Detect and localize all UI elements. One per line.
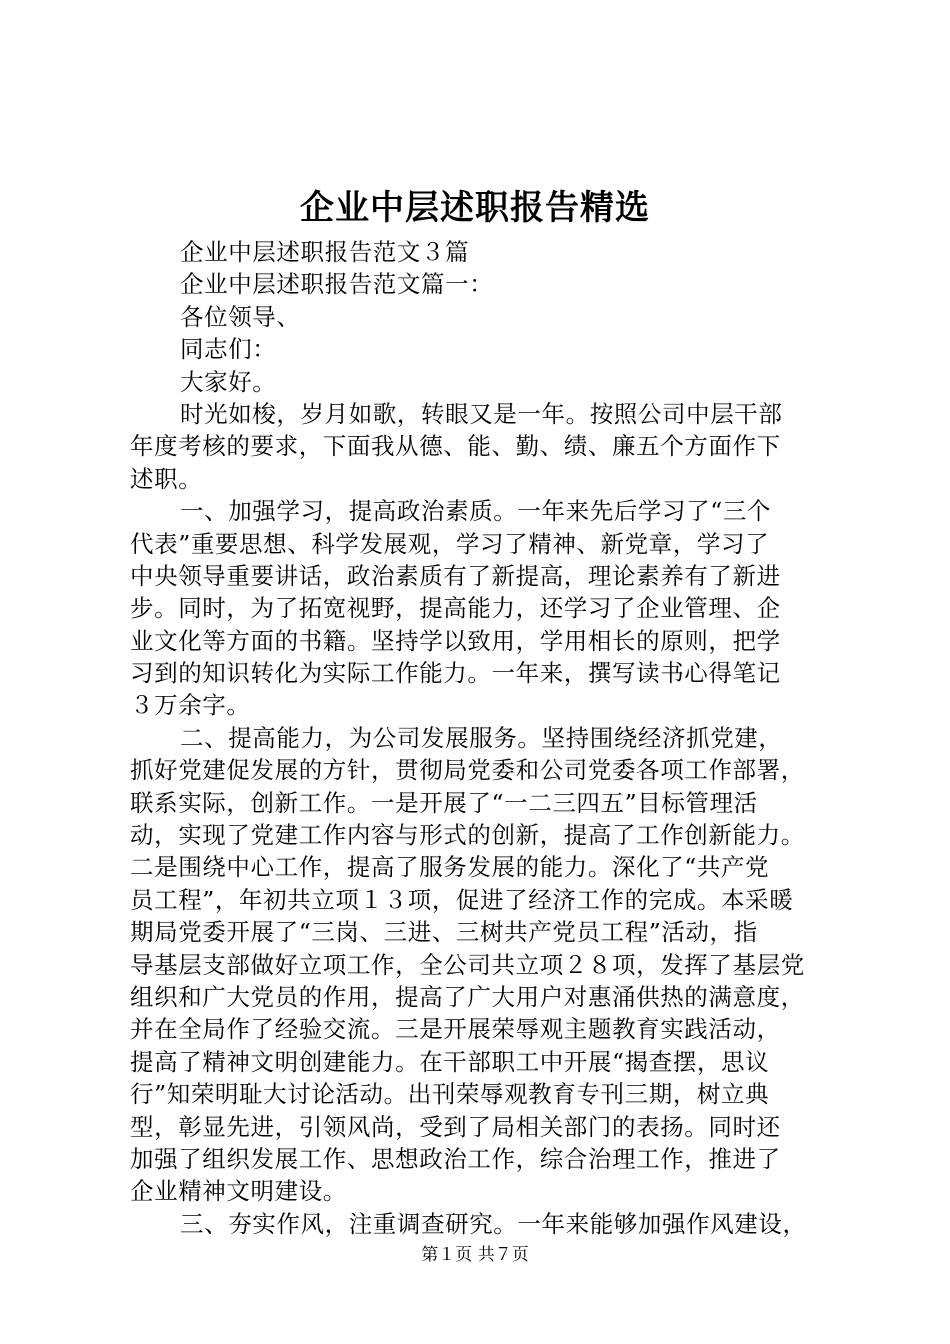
- text-line: 时光如梭，岁月如歌，转眼又是一年。按照公司中层干部: [180, 399, 783, 428]
- text-line: 步。同时，为了拓宽视野，提高能力，还学习了企业管理、企: [130, 594, 781, 623]
- text-line: 行”知荣明耻大讨论活动。出刊荣辱观教育专刊三期，树立典: [130, 1080, 770, 1109]
- text-line: 员工程”，年初共立项１３项，促进了经济工作的完成。本采暖: [130, 885, 794, 914]
- text-line: 二是围绕中心工作，提高了服务发展的能力。深化了“共产党: [130, 853, 770, 882]
- text-line: 一、加强学习，提高政治素质。一年来先后学习了“三个: [180, 497, 772, 526]
- text-line: 型，彰显先进，引领风尚，受到了局相关部门的表扬。同时还: [130, 1112, 781, 1141]
- text-line: 述职。: [130, 464, 203, 493]
- text-line: 企业中层述职报告范文３篇: [180, 238, 470, 266]
- text-line: 大家好。: [180, 367, 277, 396]
- text-line: 二、提高能力，为公司发展服务。坚持围绕经济抓党建，: [180, 723, 783, 752]
- text-line: 习到的知识转化为实际工作能力。一年来，撰写读书心得笔记: [130, 659, 781, 688]
- text-line: 加强了组织发展工作、思想政治工作，综合治理工作，推进了: [130, 1144, 781, 1173]
- text-line: 组织和广大党员的作用，提高了广大用户对惠涌供热的满意度，: [130, 982, 805, 1011]
- text-line: 年度考核的要求，下面我从德、能、勤、绩、廉五个方面作下: [130, 432, 781, 461]
- text-line: 导基层支部做好立项工作，全公司共立项２８项，发挥了基层党: [130, 950, 805, 979]
- text-line: 同志们：: [180, 335, 277, 364]
- text-line: 业文化等方面的书籍。坚持学以致用，学用相长的原则，把学: [130, 626, 781, 655]
- text-line: 代表”重要思想、科学发展观，学习了精神、新党章，学习了: [130, 529, 770, 558]
- text-line: 期局党委开展了“三岗、三进、三树共产党员工程”活动，指: [130, 918, 758, 947]
- page-title: 企业中层述职报告精选: [300, 188, 650, 228]
- text-line: 各位领导、: [180, 302, 301, 331]
- text-line: 提高了精神文明创建能力。在干部职工中开展“揭查摆，思议: [130, 1047, 770, 1076]
- text-line: 动，实现了党建工作内容与形式的创新，提高了工作创新能力。: [130, 821, 805, 850]
- text-line: 企业中层述职报告范文篇一：: [180, 270, 494, 299]
- text-line: 抓好党建促发展的方针，贯彻局党委和公司党委各项工作部署，: [130, 756, 805, 785]
- text-line: ３万余字。: [130, 691, 251, 720]
- text-line: 联系实际，创新工作。一是开展了“一二三四五”目标管理活: [130, 788, 758, 817]
- document-body: [130, 236, 835, 1240]
- text-line: 企业精神文明建设。: [130, 1177, 347, 1206]
- text-line: 中央领导重要讲话，政治素质有了新提高，理论素养有了新进: [130, 561, 781, 590]
- page-footer: 第１页 共７页: [421, 1245, 529, 1265]
- text-line: 三、夯实作风，注重调查研究。一年来能够加强作风建设，: [180, 1209, 807, 1238]
- text-line: 并在全局作了经验交流。三是开展荣辱观主题教育实践活动，: [130, 1015, 781, 1044]
